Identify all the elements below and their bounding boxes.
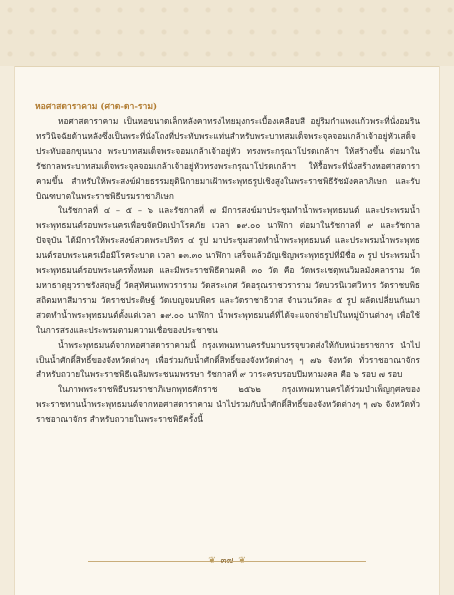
ornament-left-icon: ❦ [208,556,216,566]
section-heading: หอศาสดาราคาม (ศาด-ดา-ราม) [35,102,158,112]
document-body [36,100,420,427]
paragraph-3: น้ำพระพุทธมนต์จากหอศาสดาราคามนี้ กรุงเทพมหานครรับมาบรรจุขวดส่งให้กับหน่วยราชการ นำไปเป็นน้ำศักดิ์สิทธิ์ของจังหวัดต่างๆ เพื่อร่วมกับน้ำศักดิ์สิทธิ์ของจังหวัดต่างๆ ๆ ๗๖ จังหวัด ทั่วราชอาณาจักร สำหรับถวายในพระราชพิธีเฉลิมพระชนมพรรษา รัชกาลที่ ๙ วาระครบรอบปีมหามงคล คือ ๖ รอบ ๗ รอบ [36,339,420,380]
page-footer [0,551,454,571]
paragraph-2: ในรัชกาลที่ ๔ – ๕ – ๖ และรัชกาลที่ ๗ มีการสงฆ์มาประชุมทำน้ำพระพุทธมนต์ และประพรมน้ำพระพุทธมนต์รอบพระนครเพื่อขจัดปัดเป่าโรคภัย เวลา ๑๙.๐๐ นาฬิกา ต่อมาในรัชกาลที่ ๙ และรัชกาลปัจจุบัน ได้มีการให้พระสงฆ์สวดพระปริตร ๔ รูป มาประชุมสวดทำน้ำพระพุทธมนต์ และประพรมน้ำพระพุทธมนต์รอบพระนครเมื่อมีโรคระบาด เวลา ๑๓.๓๐ นาฬิกา เสร็จแล้วอัญเชิญพระพุทธรูปที่มีชื่อ ๓ รูป ประพรมน้ำพระพุทธมนต์รอบพระนครทั้งหมด และมีพระราชพิธีตามคติ ๓๐ วัด คือ วัดพระเชตุพนวิมลมังคลาราม วัดมหาธาตุยุวราชรังสฤษฎิ์ วัดสุทัศนเทพวราราม วัดสระเกศ วัดอรุณราชวราราม วัดบวรนิเวศวิหาร วัดราชบพิธสถิตมหาสีมาราม วัดราชประดิษฐ์ วัดเบญจมบพิตร และวัดราชาธิวาส จำนวนวัดละ ๕ รูป ผลัดเปลี่ยนกันมาสวดทำน้ำพระพุทธมนต์ตั้งแต่เวลา ๑๙.๐๐ นาฬิกา น้ำพระพุทธมนต์ที่ได้จะแจกจ่ายไปในหมู่บ้านต่างๆ เพื่อใช้ในการสรงและประพรมตามความเชื่อของประชาชน [36,205,420,335]
paragraph-4: ในภาพพระราชพิธีบรมราชาภิเษกพุทธศักราช ๒๕๖๒ กรุงเทพมหานครได้ร่วมบำเพ็ญกุศลของพระราชทานน้ำพระพุทธมนต์จากหอศาสดาราคาม นำไปรวมกับน้ำศักดิ์สิทธิ์ของจังหวัดต่างๆ ๆ ๗๖ จังหวัดทั่วราชอาณาจักร สำหรับถวายในพระราชพิธีครั้งนี้ [36,384,420,425]
footer-rule-right [226,561,366,562]
right-margin-border [439,66,454,595]
page-number: ๓๗ [220,556,234,566]
decorative-header-band [0,0,454,67]
ornament-right-icon: ❦ [238,556,246,566]
left-margin-border [0,66,15,595]
paragraph-1: หอศาสดาราคาม เป็นหอขนาดเล็กหลังคาทรงไทยมุงกระเบื้องเคลือบสี อยู่ริมกำแพงแก้วพระที่นั่งอมรินทรวินิจฉัยด้านหลังซึ่งเป็นพระที่นั่งโถงที่ประทับพระแท่นสำหรับพระบาทสมเด็จพระจุลจอมเกล้าเจ้าอยู่หัวเสด็จประทับออกขุนนาง พระบาทสมเด็จพระจอมเกล้าเจ้าอยู่หัว ทรงพระกรุณาโปรดเกล้าฯ ให้สร้างขึ้น ต่อมาในรัชกาลพระบาทสมเด็จพระจุลจอมเกล้าเจ้าอยู่หัวทรงพระกรุณาโปรดเกล้าฯ ให้รื้อพระที่นั่งสร้างหอศาสดาราคามขึ้น สำหรับให้พระสงฆ์ฝ่ายธรรมยุตินิกายมาเฝ้าพระพุทธรูปเชิงสูงในพระราชพิธีรัชมังคลาภิเษก และรับบิณฑบาตในพระราชพิธีบรมราชาภิเษก [36,116,420,201]
